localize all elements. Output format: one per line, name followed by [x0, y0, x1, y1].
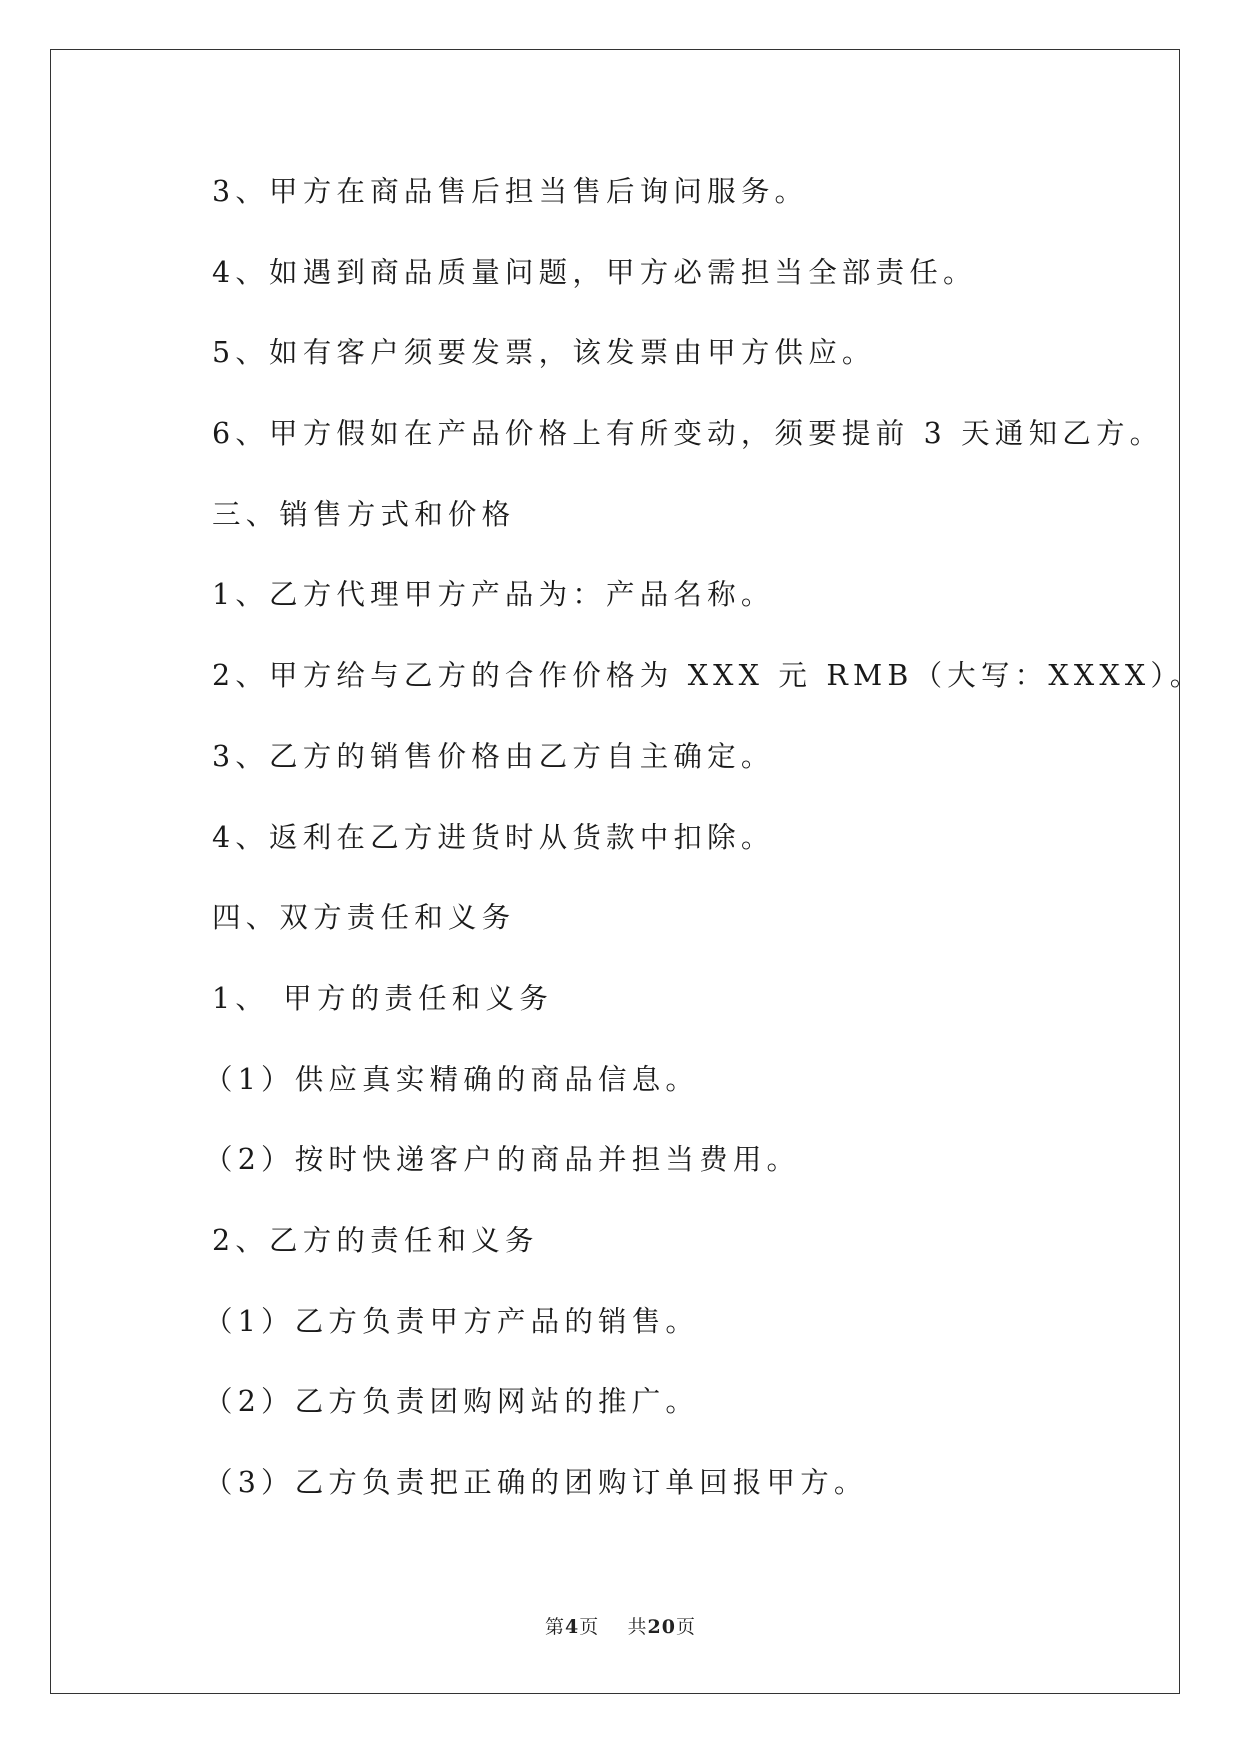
- doc-line: 3、甲方在商品售后担当售后询问服务。: [212, 175, 809, 208]
- doc-line: 1、乙方代理甲方产品为：产品名称。: [212, 578, 775, 612]
- doc-subline: （3）乙方负责把正确的团购订单回报甲方。: [204, 1466, 868, 1499]
- doc-line: 2、乙方的责任和义务: [212, 1223, 539, 1257]
- footer-prefix: 第: [545, 1616, 566, 1638]
- doc-subline: （1）供应真实精确的商品信息。: [204, 1062, 700, 1096]
- doc-line: 1、 甲方的责任和义务: [212, 981, 553, 1015]
- footer-page-number: 4: [565, 1616, 580, 1638]
- footer-total-prefix: 共: [627, 1616, 648, 1638]
- footer-page-suffix: 页: [579, 1616, 600, 1638]
- doc-line: 5、如有客户须要发票，该发票由甲方供应。: [212, 336, 876, 370]
- doc-line: 3、乙方的销售价格由乙方自主确定。: [212, 739, 775, 773]
- doc-line: 2、甲方给与乙方的合作价格为 XXX 元 RMB（大写：XXXX）。: [212, 659, 1204, 693]
- doc-line: 4、如遇到商品质量问题，甲方必需担当全部责任。: [212, 255, 977, 289]
- section-heading: 三、销售方式和价格: [212, 497, 516, 531]
- doc-line: 4、返利在乙方进货时从货款中扣除。: [212, 820, 775, 854]
- footer-total-pages: 20: [647, 1616, 676, 1638]
- footer-total-suffix: 页: [675, 1616, 696, 1638]
- document-body: [204, 167, 1204, 1539]
- page-footer: [0, 1612, 1241, 1639]
- doc-subline: （2）乙方负责团购网站的推广。: [204, 1385, 700, 1419]
- section-heading: 四、双方责任和义务: [212, 901, 516, 935]
- doc-subline: （2）按时快递客户的商品并担当费用。: [204, 1143, 801, 1177]
- doc-subline: （1）乙方负责甲方产品的销售。: [204, 1304, 700, 1338]
- doc-line: 6、甲方假如在产品价格上有所变动，须要提前 3 天通知乙方。: [212, 417, 1164, 451]
